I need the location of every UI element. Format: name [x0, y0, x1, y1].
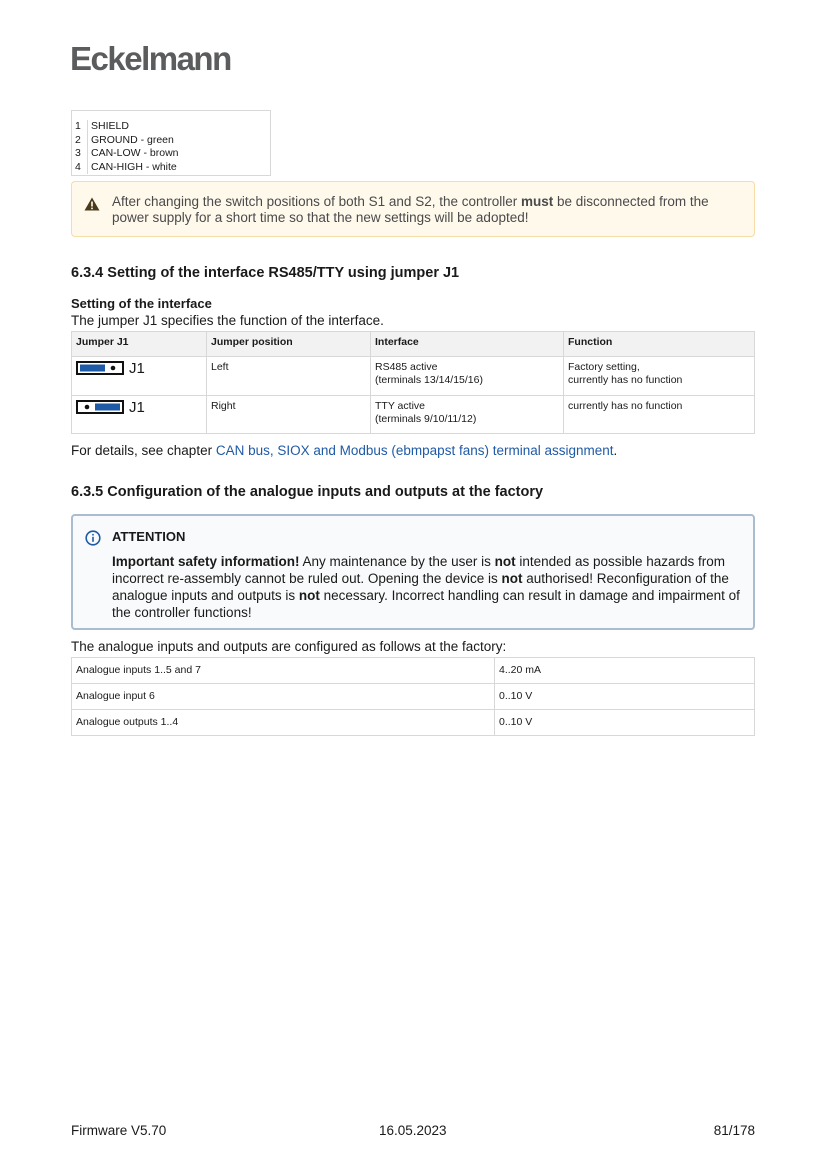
footer-firmware: Firmware V5.70	[71, 1123, 167, 1138]
analogue-config-table	[71, 657, 755, 736]
wire-label: SHIELD	[91, 120, 129, 132]
warning-box	[71, 181, 755, 237]
details-paragraph: For details, see chapter CAN bus, SIOX and Modbus (ebmpapst fans) terminal assignment.	[71, 443, 618, 458]
footer-date: 16.05.2023	[379, 1123, 447, 1138]
table-header-row	[72, 332, 755, 357]
warning-text: After changing the switch positions of both S1 and S2, the controller must be disconnected from the power supply for a short time so that the new settings will be adopted!	[112, 194, 709, 225]
config-name-cell: Analogue inputs 1..5 and 7	[72, 658, 495, 684]
config-name-cell: Analogue input 6	[72, 684, 495, 710]
wire-row	[72, 161, 270, 175]
chapter-link[interactable]: CAN bus, SIOX and Modbus (ebmpapst fans) terminal assignment	[215, 443, 614, 458]
column-header: Jumper J1	[72, 332, 207, 357]
function-cell: Factory setting, currently has no function	[564, 357, 755, 396]
jumper-label: J1	[129, 359, 145, 377]
eckelmann-logo: Eckelmann	[70, 40, 231, 77]
column-header: Interface	[371, 332, 564, 357]
wire-row	[72, 134, 270, 148]
footer-page-number: 81/178	[713, 1123, 755, 1138]
function-cell: currently has no function	[564, 396, 755, 434]
section-heading-635: 6.3.5 Configuration of the analogue inputs and outputs at the factory	[71, 484, 544, 500]
config-name-cell: Analogue outputs 1..4	[72, 710, 495, 736]
wire-row	[72, 147, 270, 161]
column-header: Jumper position	[207, 332, 371, 357]
jumper-cell	[72, 396, 207, 434]
table-row	[72, 357, 755, 396]
interface-cell: RS485 active (terminals 13/14/15/16)	[371, 357, 564, 396]
jumper-label: J1	[129, 398, 145, 416]
info-circle-icon	[85, 530, 101, 546]
jumper-left-icon	[76, 361, 124, 375]
subheading-interface: Setting of the interface	[71, 296, 212, 311]
config-value-cell: 0..10 V	[495, 710, 755, 736]
position-cell: Right	[207, 396, 371, 434]
table-row	[72, 396, 755, 434]
column-header: Function	[564, 332, 755, 357]
wire-number: 4	[72, 161, 88, 175]
attention-title: ATTENTION	[112, 529, 186, 544]
wire-number: 3	[72, 147, 88, 161]
wire-assignment-table	[71, 110, 271, 176]
wire-label: CAN-LOW - brown	[91, 147, 179, 159]
section-heading-634: 6.3.4 Setting of the interface RS485/TTY using jumper J1	[71, 265, 460, 281]
intro-analogue: The analogue inputs and outputs are configured as follows at the factory:	[71, 639, 507, 654]
attention-text: Important safety information! Any maintenance by the user is not intended as possible hazards from incorrect re-assembly cannot be ruled out. Opening the device is not authorised! Reconfiguration of the analogue inputs and outputs is not necessary. Incorrect handling can result in damage and impairment of the controller functions!	[112, 554, 740, 620]
wire-label: CAN-HIGH - white	[91, 160, 177, 173]
jumper-right-icon	[76, 400, 124, 414]
attention-box	[71, 514, 755, 630]
config-value-cell: 0..10 V	[495, 684, 755, 710]
wire-row	[72, 120, 270, 134]
table-row	[72, 684, 755, 710]
config-value-cell: 4..20 mA	[495, 658, 755, 684]
interface-cell: TTY active (terminals 9/10/11/12)	[371, 396, 564, 434]
jumper-cell	[72, 357, 207, 396]
wire-number: 2	[72, 134, 88, 148]
wire-label: GROUND - green	[91, 133, 174, 146]
jumper-table	[71, 331, 755, 434]
intro-jumper: The jumper J1 specifies the function of the interface.	[71, 313, 384, 328]
wire-number: 1	[72, 120, 88, 134]
table-row	[72, 710, 755, 736]
position-cell: Left	[207, 357, 371, 396]
table-row	[72, 658, 755, 684]
warning-triangle-icon	[84, 197, 100, 211]
